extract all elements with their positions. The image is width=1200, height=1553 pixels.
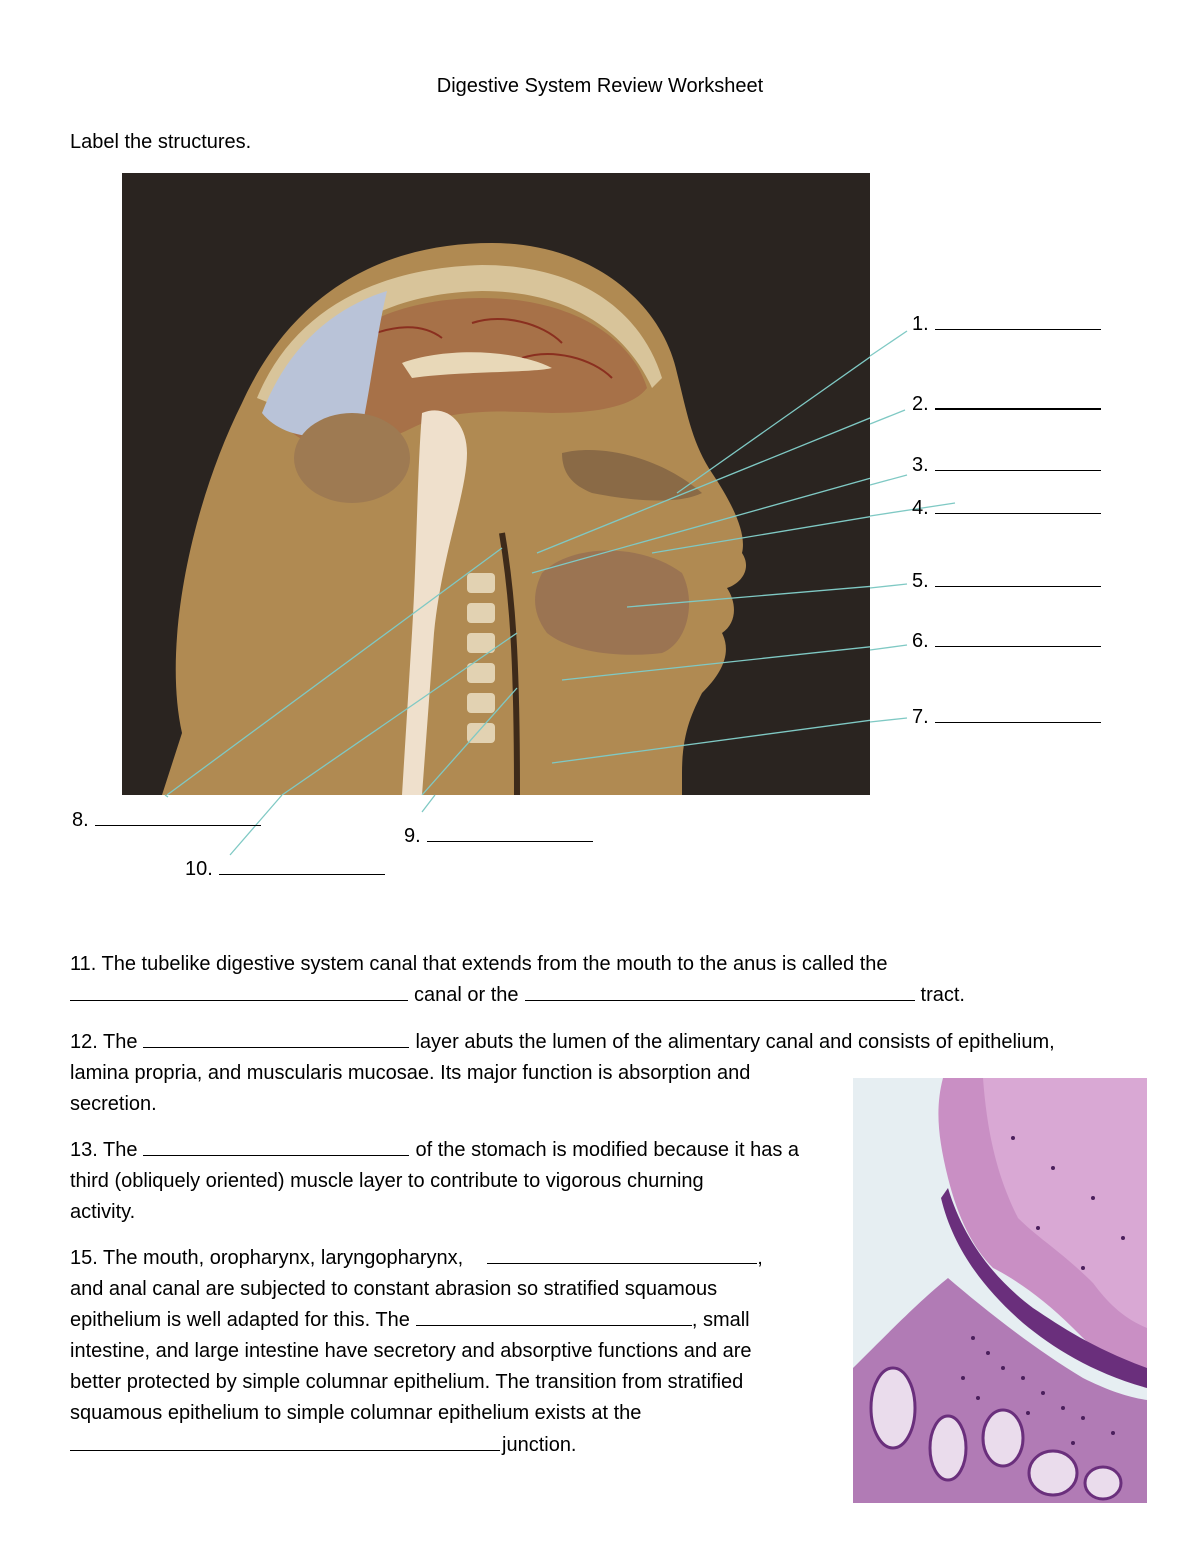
figure-label-6: 6. — [912, 627, 1101, 653]
answer-blank-1[interactable] — [935, 310, 1101, 330]
histology-micrograph-image — [853, 1078, 1147, 1503]
answer-blank-7[interactable] — [935, 703, 1101, 723]
answer-blank-12[interactable] — [143, 1028, 409, 1048]
question-15-line5: better protected by simple columnar epithelium. The transition from stratified — [70, 1371, 744, 1393]
figure-label-7: 7. — [912, 703, 1101, 729]
answer-blank-6[interactable] — [935, 627, 1101, 647]
figure-label-4: 4. — [912, 494, 1101, 520]
figure-label-1: 1. — [912, 310, 1101, 336]
answer-blank-11b[interactable] — [525, 981, 915, 1001]
answer-blank-9[interactable] — [427, 822, 593, 842]
question-13-line3: activity. — [70, 1201, 136, 1223]
question-12-line1: 12. The layer abuts the lumen of the alimentary canal and consists of epithelium, — [70, 1027, 1055, 1058]
question-15-line7: junction. — [70, 1430, 577, 1461]
question-15-line6: squamous epithelium to simple columnar epithelium exists at the — [70, 1402, 642, 1424]
question-15-line2: and anal canal are subjected to constant abrasion so stratified squamous — [70, 1278, 718, 1300]
figure-label-8: 8. — [72, 806, 261, 832]
answer-blank-4[interactable] — [935, 494, 1101, 514]
answer-blank-3[interactable] — [935, 451, 1101, 471]
question-11-line1: 11. The tubelike digestive system canal that extends from the mouth to the anus is called the — [70, 953, 888, 975]
answer-blank-13[interactable] — [143, 1136, 409, 1156]
answer-blank-5[interactable] — [935, 567, 1101, 587]
answer-blank-15c[interactable] — [70, 1431, 500, 1451]
figure-label-3: 3. — [912, 451, 1101, 477]
head-sagittal-section-image — [122, 173, 870, 795]
figure-label-9: 9. — [404, 822, 593, 848]
answer-blank-2[interactable] — [935, 389, 1101, 410]
question-12-line3: secretion. — [70, 1093, 157, 1115]
answer-blank-15a[interactable] — [487, 1244, 757, 1264]
question-13-line2: third (obliquely oriented) muscle layer to contribute to vigorous churning — [70, 1170, 704, 1192]
instruction-text: Label the structures. — [70, 131, 252, 153]
question-15-line4: intestine, and large intestine have secretory and absorptive functions and are — [70, 1340, 752, 1362]
figure-label-5: 5. — [912, 567, 1101, 593]
question-13-line1: 13. The of the stomach is modified because it has a — [70, 1135, 799, 1166]
question-15-line1: 15. The mouth, oropharynx, laryngopharynx, , — [70, 1243, 763, 1274]
figure-label-10: 10. — [185, 855, 385, 881]
answer-blank-11a[interactable] — [70, 981, 408, 1001]
answer-blank-10[interactable] — [219, 855, 385, 875]
question-15-line3: epithelium is well adapted for this. The , small — [70, 1305, 750, 1336]
page-title: Digestive System Review Worksheet — [436, 75, 764, 97]
figure-label-2: 2. — [912, 389, 1101, 416]
answer-blank-15b[interactable] — [416, 1306, 692, 1326]
question-11-line2: canal or the tract. — [70, 980, 965, 1011]
answer-blank-8[interactable] — [95, 806, 261, 826]
question-12-line2: lamina propria, and muscularis mucosae. Its major function is absorption and — [70, 1062, 751, 1084]
